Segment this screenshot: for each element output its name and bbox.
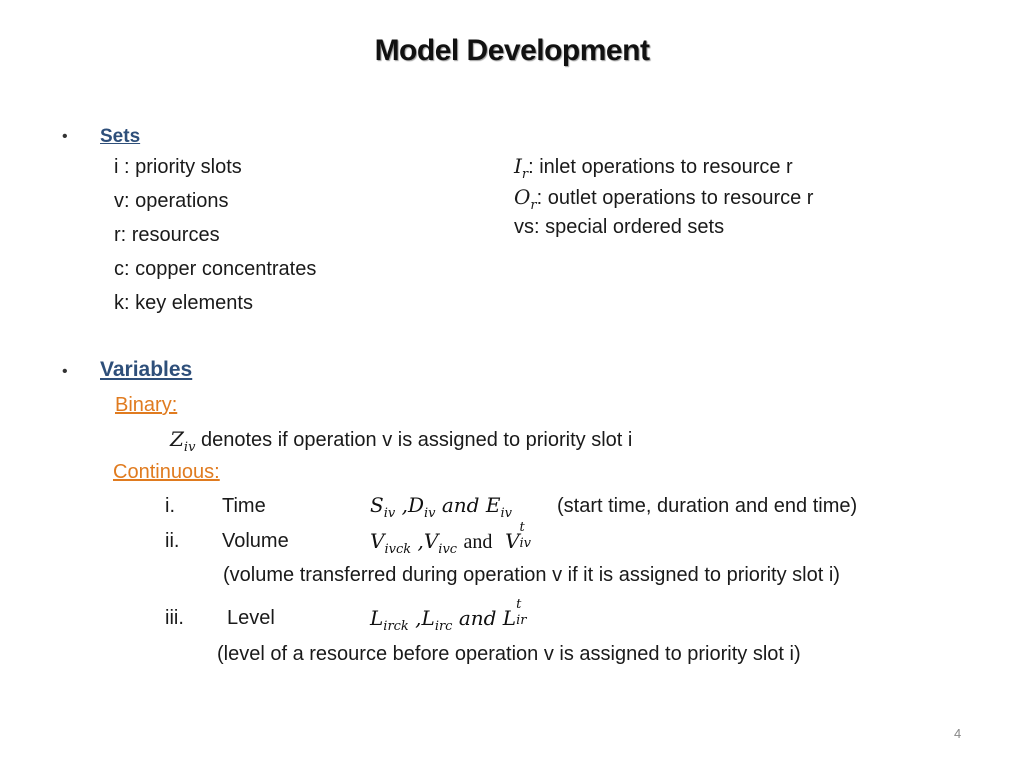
set-item-i: i : priority slots	[114, 156, 242, 178]
level-symbols: $L_{irck}$ $,L_{irc}$ and L t ir	[370, 597, 527, 634]
set-item-v: v: operations	[114, 190, 229, 212]
set-inlet-ops	[514, 154, 793, 182]
outlet-symbol: $O_r$	[514, 185, 537, 213]
sets-bullet: •	[62, 128, 68, 145]
time-description: (start time, duration and end time)	[557, 495, 858, 517]
set-item-c: c: copper concentrates	[114, 258, 317, 280]
level-numeral: iii.	[165, 607, 184, 629]
variables-heading: Variables	[100, 358, 193, 381]
volume-description: (volume transferred during operation v if it is assigned to priority slot i)	[223, 564, 840, 586]
time-numeral: i.	[165, 495, 175, 517]
inlet-symbol: $I_r$	[514, 154, 529, 182]
binary-text: denotes if operation v is assigned to priority slot i	[200, 429, 633, 451]
variables-bullet: •	[62, 363, 68, 380]
page-title: Model Development	[374, 34, 650, 67]
time-symbols: $S_{iv}$ $,D_{iv}$ and $E_{iv}$	[370, 493, 512, 521]
set-item-k: k: key elements	[114, 292, 253, 314]
volume-numeral: ii.	[165, 530, 180, 552]
level-name: Level	[227, 607, 275, 629]
inlet-text: : inlet operations to resource r	[528, 156, 793, 178]
set-item-r: r: resources	[114, 224, 220, 246]
binary-symbol: $Z_{iv}$	[170, 427, 196, 455]
continuous-label: Continuous:	[113, 461, 220, 483]
binary-label: Binary:	[115, 394, 178, 416]
set-outlet-ops	[514, 185, 813, 213]
time-name: Time	[222, 495, 266, 517]
level-description: (level of a resource before operation v is assigned to priority slot i)	[217, 643, 801, 665]
volume-name: Volume	[222, 530, 289, 552]
outlet-text: : outlet operations to resource r	[536, 187, 814, 209]
sets-heading: Sets	[100, 126, 141, 147]
set-special-ordered: vs: special ordered sets	[514, 216, 725, 238]
volume-symbols: $V_{ivck}$ $,V_{ivc}$ and V t iv	[370, 520, 532, 557]
binary-variable	[170, 427, 632, 455]
page-number: 4	[954, 726, 962, 741]
